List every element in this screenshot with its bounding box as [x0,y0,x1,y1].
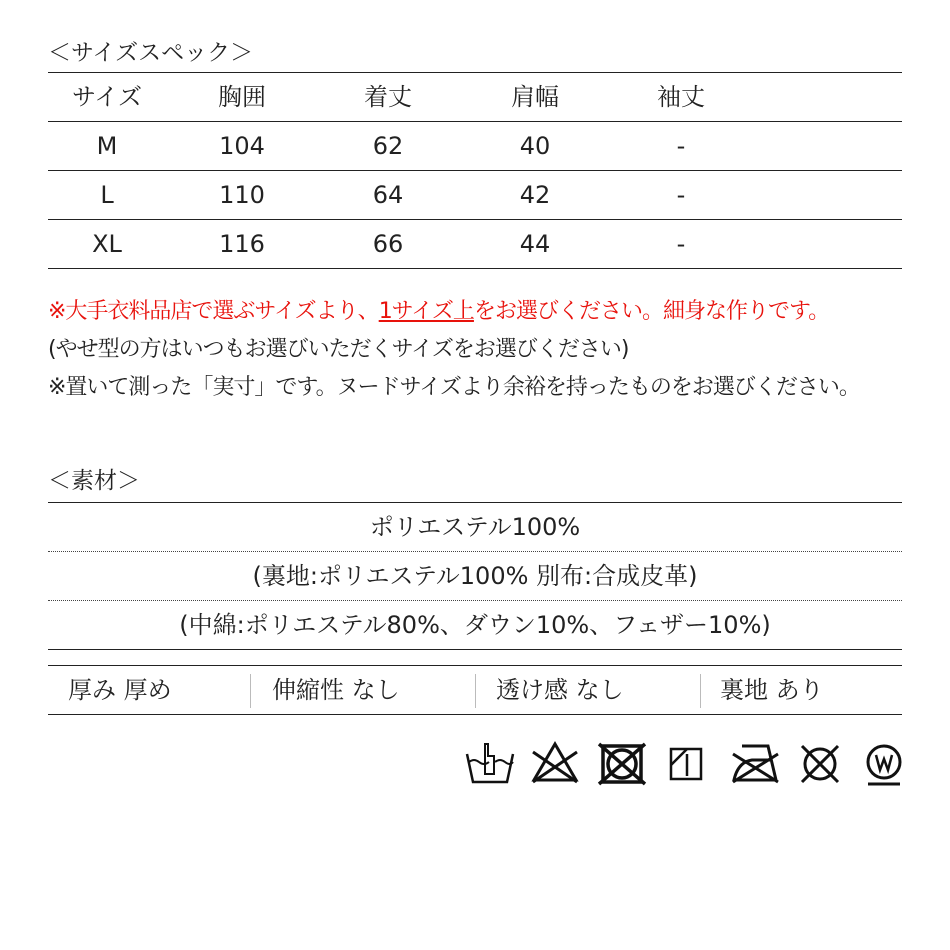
table-cell: 116 [219,230,265,258]
property-thickness: 厚み 厚め [68,676,172,704]
table-cell: XL [92,230,122,258]
property-stretch: 伸縮性 なし [272,676,400,704]
table-header: 肩幅 [511,83,559,111]
table-header: 着丈 [364,83,412,111]
material-line: (裏地:ポリエステル100% 別布:合成皮革) [252,562,698,590]
table-header: 袖丈 [657,83,705,111]
size-spec-heading: ＜サイズスペック＞ [48,40,254,66]
table-header: サイズ [71,83,143,111]
no-bleach-icon [530,740,580,788]
no-dry-clean-icon [796,740,844,788]
table-header: 胸囲 [218,83,266,111]
material-heading: ＜素材＞ [48,468,140,494]
hand-wash-icon [465,740,515,788]
table-cell: 104 [219,132,265,160]
property-sheer: 透け感 なし [496,676,624,704]
note-red [48,294,829,325]
note-red-a: ※大手衣料品店で選ぶサイズより、 [48,299,379,324]
wet-clean-icon [860,740,908,788]
table-cell: L [100,181,114,209]
table-cell: M [96,132,118,160]
table-cell: 64 [372,181,404,209]
table-cell: - [676,132,686,160]
note-red-b: をお選びください。細身な作りです。 [473,299,830,324]
line-dry-shade-icon [665,740,709,788]
property-lining: 裏地 あり [720,676,824,704]
table-cell: 66 [372,230,404,258]
table-cell: 110 [219,181,265,209]
table-cell: 42 [519,181,551,209]
table-cell: 44 [519,230,551,258]
note-line2: (やせ型の方はいつもお選びいただくサイズをお選びください) [48,337,629,362]
table-cell: 62 [372,132,404,160]
table-cell: 40 [519,132,551,160]
material-line: ポリエステル100% [369,513,581,541]
table-cell: - [676,181,686,209]
material-line: (中綿:ポリエステル80%、ダウン10%、フェザー10%) [179,611,771,639]
table-cell: - [676,230,686,258]
note-line3: ※置いて測った「実寸」です。ヌードサイズより余裕を持ったものをお選びください。 [48,375,860,400]
no-tumble-dry-icon [597,740,647,788]
note-red-underline: 1サイズ上 [378,299,474,324]
no-iron-icon [730,740,782,788]
